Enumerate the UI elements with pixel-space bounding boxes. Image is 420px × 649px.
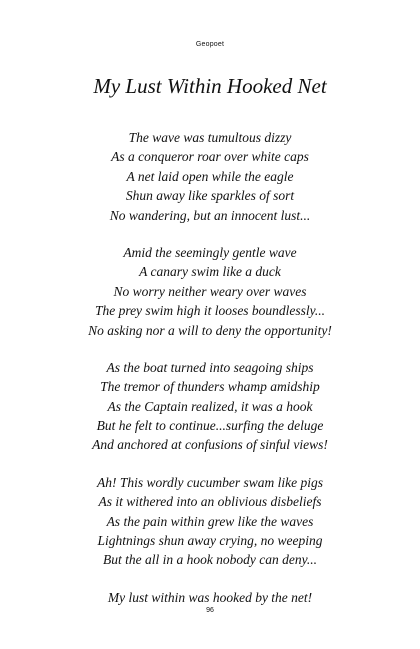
poem-line: Ah! This wordly cucumber swam like pigs [97, 474, 323, 490]
poem-title: My Lust Within Hooked Net [93, 74, 327, 98]
poem-line: And anchored at confusions of sinful views! [92, 437, 328, 453]
closing-line: My lust within was hooked by the net! [107, 589, 313, 605]
poem-line: Amid the seemingly gentle wave [123, 244, 297, 260]
poem-line: The tremor of thunders whamp amidship [100, 379, 320, 395]
poem-line: As the Captain realized, it was a hook [107, 398, 313, 414]
poem-line: As the boat turned into seagoing ships [106, 359, 314, 375]
poem-line: As it withered into an oblivious disbeliefs [98, 494, 322, 510]
poem-line: But he felt to continue...surfing the deluge [96, 418, 324, 434]
stanza-1 [0, 128, 420, 225]
poem-line: The prey swim high it looses boundlessly... [94, 303, 326, 319]
poem-line: As the pain within grew like the waves [106, 513, 314, 529]
poem-line: A net laid open while the eagle [126, 168, 294, 184]
stanza-2 [0, 243, 420, 340]
page-number: 96 [206, 607, 214, 614]
poem-line: No wandering, but an innocent lust... [109, 207, 311, 223]
stanza-4 [0, 473, 420, 570]
poem-line: As a conqueror roar over white caps [111, 149, 309, 165]
stanza-3 [0, 358, 420, 455]
poem-line: No asking nor a will to deny the opportunity! [88, 322, 332, 338]
poem-line: Lightnings shun away crying, no weeping [97, 533, 323, 549]
poem-line: Shun away like sparkles of sort [125, 188, 295, 204]
poem-line: A canary swim like a duck [139, 264, 281, 280]
poem-body [0, 128, 420, 607]
poem-line: No worry neither weary over waves [113, 283, 307, 299]
poem-line: But the all in a hook nobody can deny... [102, 552, 318, 568]
poem-line: The wave was tumultous dizzy [128, 130, 292, 145]
running-header: Geopoet [195, 41, 225, 48]
